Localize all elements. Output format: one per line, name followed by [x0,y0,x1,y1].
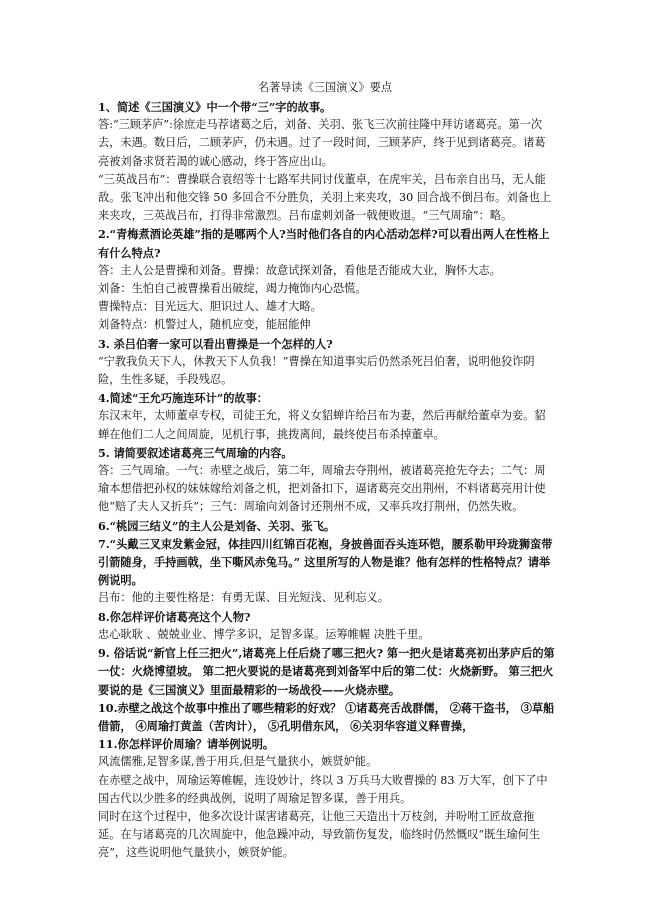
answer-paragraph: 答:“三顾茅庐”:徐庶走马荐诸葛之后，刘备、关羽、张飞三次前往隆中拜访诸葛亮。第一次去，未遇。数日后，二顾茅庐，仍未遇。过了一段时间，三顾茅庐，终于见到诸葛亮。诸葛亮被刘备求贤若渴的诚心感动，终于答应出山。 [98,118,546,168]
document-body [98,98,556,863]
answer-paragraph: 吕布：他的主要性格是：有勇无谋、目光短浅、见利忘义。 [98,591,389,605]
question-paragraph: 9. 俗话说“新官上任三把火”,诸葛亮上任后烧了哪三把火? 第一把火是诸葛亮初出茅庐后的第一仗：火烧博望坡。 第二把火要说的是诸葛亮到刘备军中后的第二仗：火烧新野。 第三把火要说的是《三国演义》里面最精彩的一场战役——火烧赤壁。 [98,646,555,697]
question-paragraph: 3. 杀吕伯奢一家可以看出曹操是一个怎样的人? [98,336,333,351]
question-paragraph: 5. 请简要叙述诸葛亮三气周瑜的内容。 [98,445,293,460]
question-paragraph: 11.你怎样评价周瑜？请举例说明。 [98,737,275,752]
answer-paragraph: 忠心耿耿 、兢兢业业、博学多识，足智多谋。运筹帷幄 决胜千里。 [98,627,430,641]
question-paragraph: 10.赤壁之战这个故事中推出了哪些精彩的好戏？ ①诸葛亮舌战群儒， ②蒋干盗书， ③草船借箭， ④周瑜打黄盖（苦肉计）， ⑤孔明借东风， ⑥关羽华容道义释曹操， [98,700,555,733]
document-title: 名著导读《三国演义》要点 [257,81,393,94]
answer-paragraph: 东汉末年，太师董卓专权，司徒王允，将义女貂蝉许给吕布为妻，然后再献给董卓为妾。貂蝉在他们二人之间周旋，见机行事，挑拨离间，最终使吕布杀掉董卓。 [98,409,546,441]
answer-paragraph: 刘备特点：机警过人，随机应变，能屈能伸 [98,318,311,332]
answer-paragraph: 同时在这个过程中，他多次设计谋害诸葛亮，让他三天造出十万枝剑，并吩咐工匠故意拖延。在与诸葛亮的几次周旋中，他急躁冲动，导致箭伤复发，临终时仍然慨叹“既生瑜何生亮”，这些说明他气量狭小，嫉贤妒能。 [98,809,541,860]
question-paragraph: 1、简述《三国演义》中一个带“三”字的故事。 [98,100,332,114]
question-paragraph: 8.你怎样评价诸葛亮这个人物? [98,609,251,624]
answer-paragraph: “宁教我负天下人，休教天下人负我！”曹操在知道事实后仍然杀死吕伯奢，说明他狡诈阴险，生性多疑，手段残忍。 [98,354,535,387]
answer-paragraph: 刘备：生怕自己被曹操看出破绽，竭力掩饰内心恐慌。 [98,282,367,296]
answer-paragraph: 在赤壁之战中，周瑜运筹帷幄，连设妙计，终以 3 万兵马大败曹操的 83 万大军，创下了中国古代以少胜多的经典战例，说明了周瑜足智多谋，善于用兵。 [98,773,548,805]
question-paragraph: 4.简述“王允巧施连环计”的故事： [98,391,268,406]
question-paragraph: 6.“桃园三结义”的主人公是刘备、关羽、张飞。 [98,518,336,533]
answer-paragraph: 答：三气周瑜。一气：赤壁之战后，第二年，周瑜去夺荆州，被诸葛亮抢先夺去；二气：周瑜本想借把孙权的妹妹嫁给刘备之机，把刘备扣下，逼诸葛亮交出荆州，不料诸葛亮用计使他“赔了夫人又折兵”；三气：周瑜向刘备讨还荆州不成，又率兵攻打荆州，仍然失败。 [98,464,546,514]
answer-paragraph: 答：主人公是曹操和刘备。曹操：故意试探刘备，看他是否能成大业，胸怀大志。 [98,263,501,277]
question-paragraph: 7.“头戴三叉束发紫金冠，体挂四川红锦百花袍，身披兽面吞头连环铠，腰系勒甲玲珑狮蛮带 引箭随身，手持画戟，坐下嘶风赤兔马。” 这里所写的人物是谁？他有怎样的性格特点？请举例说明。 [98,536,553,588]
question-paragraph: 2.“青梅煮酒论英雄”指的是哪两个人?当时他们各自的内心活动怎样?可以看出两人在性格上有什么特点? [98,227,550,260]
answer-paragraph: “三英战吕布”：曹操联合袁绍等十七路军共同讨伐董卓，在虎牢关，吕布亲自出马，无人能敌。张飞冲出和他交锋 50 多回合不分胜负，关羽上来夹攻，30 回合战不倒吕布。刘备也上来夹攻，三英战吕布，打得非常激烈。吕布虚刺刘备一戟便败退。“三气周瑜”：略。 [98,172,552,223]
answer-paragraph: 风流儒雅,足智多谋,善于用兵,但是气量狭小，嫉贤妒能。 [98,755,378,769]
answer-paragraph: 曹操特点：目光远大、胆识过人、雄才大略。 [98,300,322,314]
